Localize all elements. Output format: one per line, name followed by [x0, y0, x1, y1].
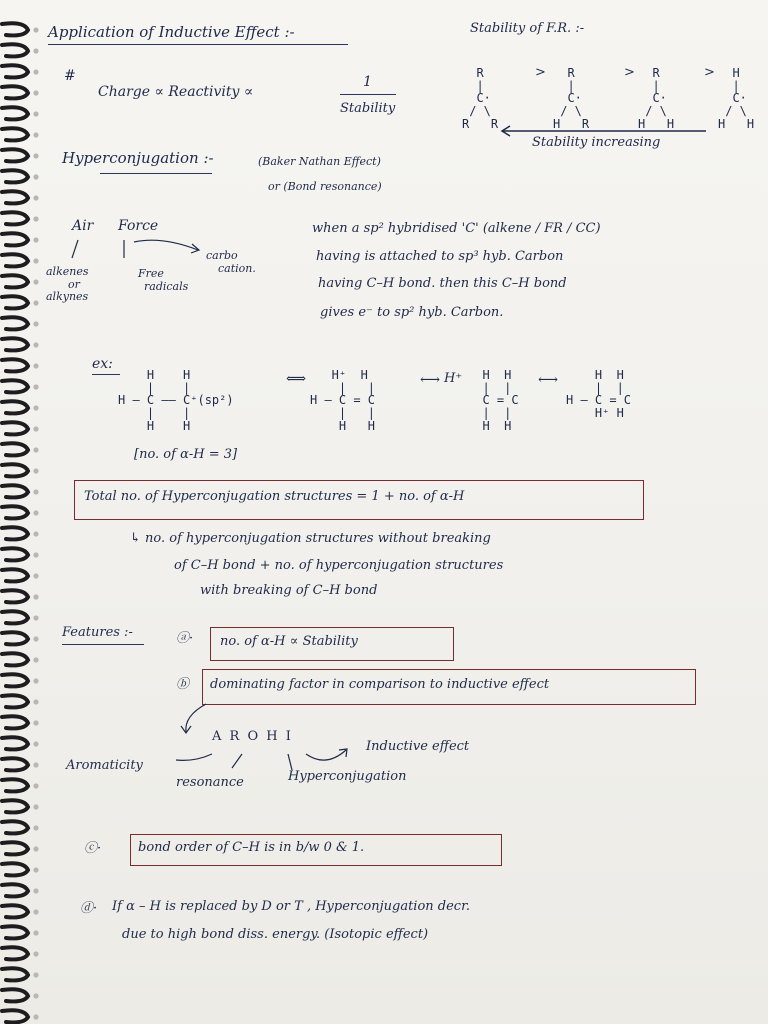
spiral-ring [2, 611, 28, 623]
feature-b-text: dominating factor in comparison to inductive effect [210, 677, 550, 692]
binding-hole [33, 573, 38, 578]
binding-hole [33, 762, 38, 767]
aroh-mnemonic: A R O H I [212, 729, 293, 744]
hyperconj-structure-2: H H | | C = C | | H H [468, 368, 519, 433]
fr-structure-1: R | C· / \ R R [462, 66, 499, 131]
total-explain-line-1: ↳ no. of hyperconjugation structures without breaking [130, 531, 491, 546]
spiral-ring [2, 716, 28, 728]
spiral-ring [2, 107, 28, 119]
total-structures-formula: Total no. of Hyperconjugation structures = 1 + no. of α-H [84, 489, 465, 504]
binding-hole [33, 636, 38, 641]
spiral-ring [2, 422, 28, 434]
fr-sep-1: > [535, 65, 546, 80]
fr-structure-4: H | C· / \ H H [718, 66, 755, 131]
spiral-ring [2, 590, 28, 602]
features-label: Features :- [62, 625, 133, 640]
free-radicals-label: Free radicals [138, 267, 189, 293]
feature-b-number: ⓑ [176, 677, 190, 692]
binding-hole [33, 132, 38, 137]
binding-hole [33, 48, 38, 53]
hyperconjugation-underline [100, 173, 212, 174]
charge-reactivity-relation: Charge ∝ Reactivity ∝ [98, 84, 254, 100]
spiral-ring [2, 86, 28, 98]
carbocation-structure: H H | | H — C —— C⁺(sp²) | | H H [118, 368, 234, 433]
binding-hole [33, 384, 38, 389]
binding-hole [33, 552, 38, 557]
spiral-ring [2, 779, 28, 791]
total-explain-line-2: of C–H bond + no. of hyperconjugation structures [174, 558, 504, 573]
binding-hole [33, 720, 38, 725]
binding-hole [33, 531, 38, 536]
binding-hole [33, 27, 38, 32]
binding-hole [33, 468, 38, 473]
fr-sep-2: > [624, 65, 635, 80]
carbocation-label: carbo cation. [206, 249, 256, 275]
binding-hole [33, 972, 38, 977]
stability-fr-title: Stability of F.R. :- [470, 21, 585, 36]
fraction-denominator: Stability [340, 101, 396, 116]
binding-hole [33, 279, 38, 284]
hyperconj-structure-3: H H | | H — C = C H⁺ H [566, 368, 632, 420]
binding-hole [33, 363, 38, 368]
spiral-ring [2, 527, 28, 539]
spiral-ring [2, 821, 28, 833]
alkenes-label: alkenes or alkynes [46, 265, 89, 304]
binding-hole [33, 846, 38, 851]
spiral-ring [2, 737, 28, 749]
binding-hole [33, 111, 38, 116]
binding-hole [33, 69, 38, 74]
fraction-bar [340, 94, 396, 95]
spiral-ring [2, 338, 28, 350]
binding-hole [33, 1014, 38, 1019]
definition-line-4: gives e⁻ to sp² hyb. Carbon. [320, 305, 504, 320]
spiral-ring [2, 863, 28, 875]
feature-d-line-1: If α – H is replaced by D or T , Hyperconjugation decr. [112, 899, 471, 914]
equivalent-arrow: ⟺ [286, 371, 307, 387]
spiral-ring [2, 443, 28, 455]
features-underline [62, 644, 144, 645]
spiral-ring [2, 464, 28, 476]
spiral-ring [2, 359, 28, 371]
spiral-ring [2, 1010, 28, 1022]
spiral-ring [2, 401, 28, 413]
binding-hole [33, 90, 38, 95]
feature-a-text: no. of α-H ∝ Stability [220, 634, 358, 649]
resonance-arrow-2: ⟷ [538, 372, 559, 388]
binding-hole [33, 951, 38, 956]
binding-hole [33, 426, 38, 431]
alpha-h-count: [no. of α-H = 3] [134, 447, 238, 462]
total-explain-line-3: with breaking of C–H bond [200, 583, 378, 598]
hyperconj-structure-1: H⁺ H | | H — C = C | | H H [310, 368, 376, 433]
spiral-ring [2, 191, 28, 203]
feature-c-number: ⓒ· [84, 841, 102, 856]
binding-hole [33, 510, 38, 515]
spiral-ring [2, 674, 28, 686]
spiral-ring [2, 968, 28, 980]
fr-structure-2: R | C· / \ H R [553, 66, 590, 131]
definition-line-2: having is attached to sp³ hyb. Carbon [316, 249, 564, 264]
binding-hole [33, 447, 38, 452]
binding-hole [33, 594, 38, 599]
spiral-ring [2, 632, 28, 644]
air-force-word-force: Force [118, 218, 159, 234]
spiral-ring [2, 296, 28, 308]
binding-hole [33, 195, 38, 200]
binding-hole [33, 993, 38, 998]
fr-sep-3: > [704, 65, 715, 80]
feature-a-number: ⓐ· [176, 631, 194, 646]
binding-hole [33, 321, 38, 326]
spiral-ring [2, 149, 28, 161]
spiral-binding [0, 0, 50, 1024]
baker-nathan-effect: (Baker Nathan Effect) [258, 155, 381, 168]
spiral-ring [2, 569, 28, 581]
stability-increasing-label: Stability increasing [532, 135, 661, 150]
spiral-ring [2, 653, 28, 665]
binding-hole [33, 258, 38, 263]
spiral-ring [2, 926, 28, 938]
spiral-ring [2, 800, 28, 812]
binding-hole [33, 783, 38, 788]
spiral-ring [2, 506, 28, 518]
heading-underline [48, 44, 348, 45]
binding-hole [33, 300, 38, 305]
spiral-ring [2, 884, 28, 896]
spiral-ring [2, 317, 28, 329]
h-plus-ion: H⁺ [444, 371, 463, 386]
example-label: ex: [92, 356, 113, 372]
binding-hole [33, 888, 38, 893]
binding-hole [33, 930, 38, 935]
hyperconjugation-title: Hyperconjugation :- [62, 149, 214, 167]
spiral-ring [2, 905, 28, 917]
binding-hole [33, 804, 38, 809]
spiral-ring [2, 485, 28, 497]
binding-hole [33, 699, 38, 704]
feature-d-number: ⓓ· [80, 901, 98, 916]
inductive-effect-label: Inductive effect [366, 739, 470, 754]
binding-hole [33, 741, 38, 746]
spiral-ring [2, 65, 28, 77]
spiral-ring [2, 44, 28, 56]
definition-line-3: having C–H bond. then this C–H bond [318, 276, 567, 291]
spiral-ring [2, 380, 28, 392]
resonance-label: resonance [176, 775, 244, 790]
bond-resonance: or (Bond resonance) [268, 180, 382, 193]
fr-structure-3: R | C· / \ H H [638, 66, 675, 131]
example-underline [92, 374, 120, 375]
fraction-numerator: 1 [363, 74, 372, 90]
air-force-word-air: Air [72, 218, 94, 234]
binding-hole [33, 405, 38, 410]
spiral-ring [2, 842, 28, 854]
feature-d-line-2: due to high bond diss. energy. (Isotopic effect) [122, 927, 429, 942]
binding-hole [33, 657, 38, 662]
spiral-ring [2, 275, 28, 287]
binding-hole [33, 489, 38, 494]
hash-mark: # [64, 68, 76, 84]
binding-hole [33, 237, 38, 242]
binding-hole [33, 153, 38, 158]
spiral-ring [2, 128, 28, 140]
binding-hole [33, 678, 38, 683]
aromaticity-label: Aromaticity [66, 758, 143, 773]
hyperconjugation-label: Hyperconjugation [288, 769, 407, 784]
binding-hole [33, 342, 38, 347]
spiral-ring [2, 23, 28, 35]
spiral-ring [2, 254, 28, 266]
binding-hole [33, 825, 38, 830]
spiral-ring [2, 233, 28, 245]
binding-hole [33, 615, 38, 620]
spiral-ring [2, 548, 28, 560]
spiral-ring [2, 212, 28, 224]
binding-hole [33, 909, 38, 914]
spiral-ring [2, 695, 28, 707]
page-heading: Application of Inductive Effect :- [48, 23, 295, 41]
feature-c-text: bond order of C–H is in b/w 0 & 1. [138, 840, 365, 855]
binding-hole [33, 867, 38, 872]
resonance-arrow-1: ⟷ [420, 372, 441, 388]
spiral-ring [2, 170, 28, 182]
spiral-ring [2, 758, 28, 770]
binding-hole [33, 216, 38, 221]
binding-hole [33, 174, 38, 179]
spiral-ring [2, 989, 28, 1001]
definition-line-1: when a sp² hybridised 'C' (alkene / FR / CC) [312, 221, 601, 236]
spiral-ring [2, 947, 28, 959]
